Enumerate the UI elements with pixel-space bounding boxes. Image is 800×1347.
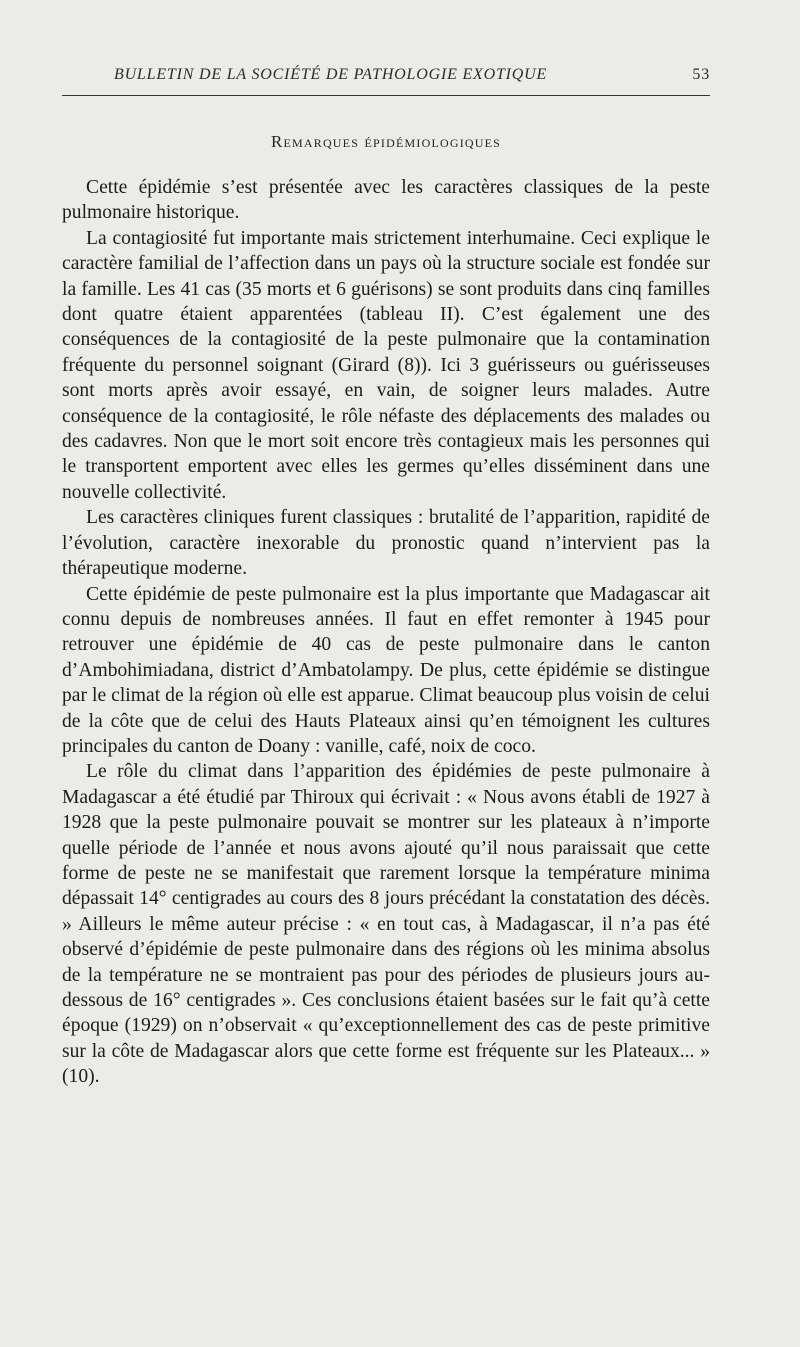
paragraph: Le rôle du climat dans l’apparition des épidémies de peste pulmonaire à Madagascar a été étudié par Thiroux qui écrivait : « Nous avons établi de 1927 à 1928 que la peste pulmonaire pouvait se montrer sur les plateaux à n’importe quelle période de l’année et nous avons ajouté qu’il nous paraissait que cette forme de peste ne se manifestait que rarement lorsque la température minima dépassait 14° centigrades au cours des 8 jours précédant la constatation des décès. » Ailleurs le même auteur précise : « en tout cas, à Madagascar, il n’a pas été observé d’épidémie de peste pulmonaire dans des régions où les minima absolus de la température ne se montraient pas pour des périodes de plusieurs jours au-dessous de 16° centigrades ». Ces conclusions étaient basées sur le fait qu’à cette époque (1929) on n’observait « qu’exceptionnellement des cas de peste primitive sur la côte de Madagascar alors que cette forme est fréquente sur les Plateaux... » (10). (62, 761, 710, 1088)
running-title: BULLETIN DE LA SOCIÉTÉ DE PATHOLOGIE EXOTIQUE (114, 66, 548, 83)
header-rule (62, 95, 710, 96)
body-text (62, 175, 710, 1090)
section-title: Remarques épidémiologiques (270, 132, 502, 151)
paragraph: Cette épidémie de peste pulmonaire est la plus importante que Madagascar ait connu depuis de nombreuses années. Il faut en effet remonter à 1945 pour retrouver une épidémie de 40 cas de peste pulmonaire dans le canton d’Ambohimiadana, district d’Ambatolampy. De plus, cette épidémie se distingue par le climat de la région où elle est apparue. Climat beaucoup plus voisin de celui de la côte que de celui des Hauts Plateaux ainsi qu’en témoignent les cultures principales du canton de Doany : vanille, café, noix de coco. (62, 583, 710, 757)
paragraph: La contagiosité fut importante mais strictement interhumaine. Ceci explique le caractère familial de l’affection dans un pays où la structure sociale est fondée sur la famille. Les 41 cas (35 morts et 6 guérisons) se sont produits dans cinq familles dont quatre étaient apparentées (tableau II). C’est également une des conséquences de la contagiosité de la peste pulmonaire que la contamination fréquente du personnel soignant (Girard (8)). Ici 3 guérisseurs ou guérisseuses sont morts après avoir essayé, en vain, de soigner leurs malades. Autre conséquence de la contagiosité, le rôle néfaste des déplacements des malades ou des cadavres. Non que le mort soit encore très contagieux mais les personnes qui le transportent emportent avec elles les germes qu’elles disséminent dans une nouvelle collectivité. (62, 227, 710, 503)
page-number: 53 (692, 66, 710, 83)
paragraph: Les caractères cliniques furent classiques : brutalité de l’apparition, rapidité de l’évolution, caractère inexorable du pronostic quand n’intervient pas la thérapeutique moderne. (62, 507, 710, 580)
paragraph: Cette épidémie s’est présentée avec les caractères classiques de la peste pulmonaire historique. (62, 177, 710, 224)
